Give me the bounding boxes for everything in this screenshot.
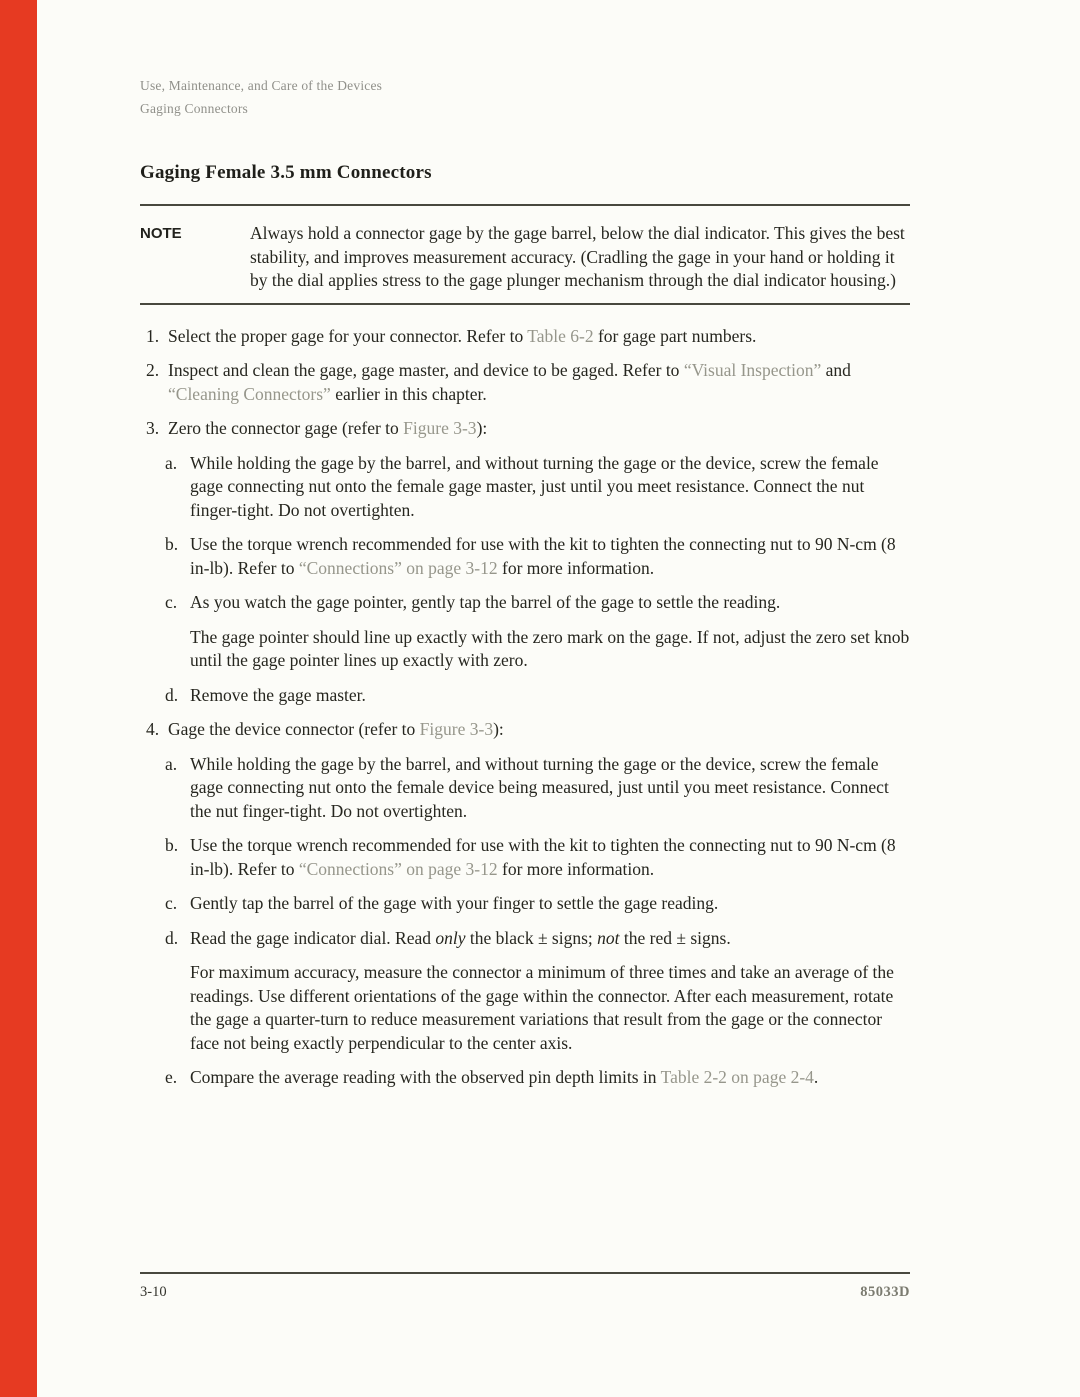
text-run: Compare the average reading with the observed pin depth limits in	[190, 1067, 661, 1087]
text-run: Gage the device connector (refer to	[168, 719, 420, 739]
step-text	[168, 359, 910, 406]
text-run: For maximum accuracy, measure the connector a minimum of three times and take an average of the readings. Use different orientations of the gage within the connector. After each measurement, rotate the gage a quarter-turn to reduce measurement variations that result from the gage or the connector face not being exactly perpendicular to the center axis.	[190, 962, 894, 1053]
substep-body	[190, 753, 910, 824]
page-title: Gaging Female 3.5 mm Connectors	[140, 162, 432, 183]
step-3d	[165, 684, 910, 708]
substep-body	[190, 892, 910, 916]
step-4b	[165, 834, 910, 881]
cross-reference: Table 2-2 on page 2-4	[660, 1067, 814, 1087]
step-2	[140, 359, 910, 406]
step-number: 3.	[146, 418, 160, 438]
substep-letter: a.	[165, 452, 178, 473]
text-run: As you watch the gage pointer, gently tap the barrel of the gage to settle the reading.	[190, 592, 781, 612]
step-3c	[165, 591, 910, 673]
step-number: 1.	[146, 325, 160, 346]
text-run: the red ± signs.	[619, 927, 731, 948]
substep-body	[190, 533, 910, 580]
substep-body	[190, 452, 910, 523]
text-run: the black ± signs;	[465, 927, 598, 948]
cross-reference: “Visual Inspection”	[683, 360, 822, 380]
step-1	[140, 325, 910, 349]
substep-letter: a.	[165, 753, 178, 774]
text-run: and	[821, 360, 851, 380]
page-content	[140, 0, 910, 1101]
substep-body	[190, 1066, 910, 1090]
emphasis-text: only	[435, 927, 466, 948]
text-run: for gage part numbers.	[593, 325, 757, 346]
text-run: Inspect and clean the gage, gage master, and device to be gaged. Refer to	[168, 360, 684, 380]
note-top-rule	[140, 204, 910, 206]
step-text	[168, 325, 910, 349]
step-4a	[165, 753, 910, 824]
substep-text	[190, 533, 910, 580]
page-edge-stripe	[0, 0, 37, 1397]
text-run: Gently tap the barrel of the gage with your finger to settle the gage reading.	[190, 893, 719, 913]
procedure-steps	[140, 325, 910, 1090]
step-3	[140, 417, 910, 441]
step-4e	[165, 1066, 910, 1090]
cross-reference: Figure 3-3	[403, 418, 477, 438]
substep-text	[190, 927, 910, 951]
note-bottom-rule	[140, 303, 910, 305]
note-body: Always hold a connector gage by the gage barrel, below the dial indicator. This gives the best stability, and improves measurement accuracy. (Cradling the gage in your hand or holding it by the dial applies stress to the gage plunger mechanism through the dial indicator housing.)	[250, 223, 905, 290]
substep-letter: b.	[165, 835, 179, 855]
cross-reference: “Connections” on page 3-12	[298, 858, 498, 879]
note-label: NOTE	[140, 225, 182, 242]
substep-body	[190, 591, 910, 673]
substep-text	[190, 892, 910, 916]
substep-text	[190, 1066, 910, 1090]
step-4c	[165, 892, 910, 916]
text-run: for more information.	[497, 858, 655, 879]
cross-reference: “Connections” on page 3-12	[298, 557, 498, 578]
page-footer	[140, 1272, 910, 1301]
substep-letter: c.	[165, 893, 178, 913]
footer-page-number: 3-10	[140, 1284, 167, 1300]
step-text	[168, 417, 910, 441]
substep-body	[190, 684, 910, 708]
text-run: earlier in this chapter.	[330, 383, 487, 404]
step-3b	[165, 533, 910, 580]
text-run: Read the gage indicator dial. Read	[190, 927, 436, 948]
substep-text	[190, 452, 910, 523]
substep-letter: e.	[165, 1067, 178, 1087]
substep-text	[190, 591, 910, 615]
text-run: Use the torque wrench recommended for use with the kit to tighten the connecting nut to 90 N-cm (8 in-lb). Refer to	[190, 835, 896, 879]
substep-text	[190, 684, 910, 708]
running-header-line2: Gaging Connectors	[140, 101, 249, 116]
step-number: 2.	[146, 360, 160, 380]
text-run: While holding the gage by the barrel, and without turning the gage or the device, screw the female gage connecting nut onto the female device being measured, just until you meet resistance. Connect the nut finger-tight. Do not overtighten.	[190, 753, 889, 821]
footer-rule	[140, 1272, 910, 1274]
footer-doc-number: 85033D	[860, 1284, 910, 1300]
substep-text	[190, 961, 910, 1055]
running-header	[140, 74, 910, 120]
text-run: ):	[493, 719, 504, 739]
text-run: .	[813, 1067, 819, 1087]
substep-body	[190, 834, 910, 881]
substep-letter: d.	[165, 927, 179, 948]
substep-letter: b.	[165, 534, 179, 554]
text-run: Zero the connector gage (refer to	[168, 418, 404, 438]
substep-text	[190, 834, 910, 881]
text-run: Remove the gage master.	[190, 684, 366, 705]
text-run: for more information.	[497, 557, 655, 578]
emphasis-text: not	[597, 927, 620, 948]
text-run: Use the torque wrench recommended for use with the kit to tighten the connecting nut to 90 N-cm (8 in-lb). Refer to	[190, 534, 896, 578]
cross-reference: Figure 3-3	[419, 719, 494, 739]
cross-reference: Table 6-2	[527, 325, 594, 346]
substep-letter: c.	[165, 592, 178, 612]
text-run: Select the proper gage for your connector. Refer to	[168, 325, 528, 346]
text-run: The gage pointer should line up exactly with the zero mark on the gage. If not, adjust the zero set knob until the gage pointer lines up exactly with zero.	[190, 626, 910, 670]
substep-letter: d.	[165, 684, 179, 705]
step-4	[140, 718, 910, 742]
substep-text	[190, 626, 910, 673]
step-3a	[165, 452, 910, 523]
note-block	[140, 222, 910, 293]
step-number: 4.	[146, 719, 160, 739]
step-4d	[165, 927, 910, 1056]
text-run: While holding the gage by the barrel, and without turning the gage or the device, screw the female gage connecting nut onto the female gage master, just until you meet resistance. Connect the nut finger-tight. Do not overtighten.	[190, 452, 879, 520]
running-header-line1: Use, Maintenance, and Care of the Devices	[140, 78, 383, 93]
cross-reference: “Cleaning Connectors”	[168, 383, 331, 404]
substep-body	[190, 927, 910, 1056]
text-run: ):	[476, 418, 488, 438]
step-text	[168, 718, 910, 742]
substep-text	[190, 753, 910, 824]
